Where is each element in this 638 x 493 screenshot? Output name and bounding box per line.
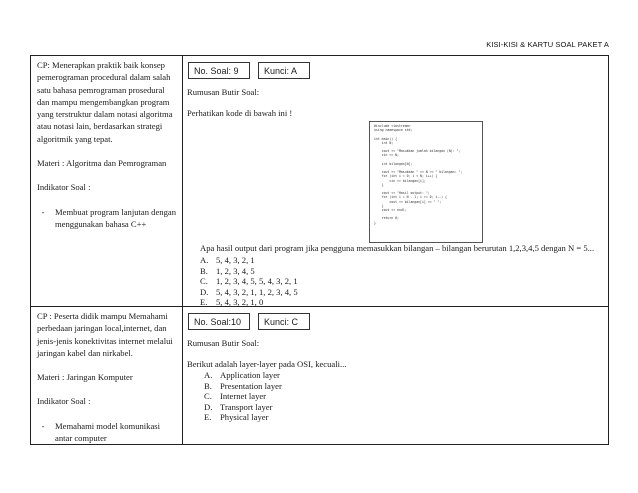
cp-text: CP : Peserta didik mampu Memahami perbedaan jaringan local,internet, dan jenis-jenis konektivitas internet melalui jaringan kabel dan nirkabel. [37, 311, 173, 358]
code-snippet-image: #include <iostream> using namespace std; int main() { int N; cout << "Masukkan jumlah bilangan (N): "; cin >> N; int bilangan[N]; cout << "Masukkan " << N << " bilangan: "; for (int i = 0; i < N; i++) { cin >> bilangan[i]; } cout << "Hasil output: "; for (int i = N - 1; i >= 0; i--) { cout << bilangan[i] << " "; } cout << endl; return 0; } [369, 121, 483, 243]
indikator-item: - Memahami model komunikasi antar computer [37, 420, 178, 445]
rumusan-label: Rumusan Butir Soal: [187, 338, 260, 348]
answer-options [187, 370, 607, 423]
option-item: B. 1, 2, 3, 4, 5 [200, 265, 255, 276]
option-item: A. Application layer [204, 370, 280, 380]
no-soal-box: No. Soal:10 [188, 313, 250, 330]
question-row-9 [31, 56, 609, 307]
answer-options [200, 255, 618, 308]
rumusan-label: Rumusan Butir Soal: [187, 87, 260, 97]
kisi-kisi-cell-10 [31, 307, 183, 445]
soal-cell-9 [183, 56, 609, 307]
kisi-kisi-cell-9 [31, 56, 183, 307]
question-intro: Perhatikan kode di bawah ini ! [187, 108, 293, 118]
cp-text: CP: Menerapkan praktik baik konsep pemerograman procedural dalam salah satu bahasa pemrograman prosedural dan mampu mengembangkan program yang terstruktur dalam notasi algoritma atau notasi lain, berdasarkan strategi algoritmik yang tepat. [37, 60, 173, 144]
materi-text: Materi : Jaringan Komputer [37, 372, 133, 383]
indikator-text: Membuat program lanjutan dengan menggunakan bahasa C++ [55, 206, 176, 229]
question-block [200, 243, 618, 308]
option-item: A. 5, 4, 3, 2, 1 [200, 255, 255, 265]
no-soal-box: No. Soal: 9 [188, 62, 250, 79]
soal-cell-10 [183, 307, 609, 445]
option-item: C. 1, 2, 3, 4, 5, 5, 4, 3, 2, 1 [200, 276, 298, 287]
indikator-text: Memahami model komunikasi antar computer [55, 420, 161, 444]
kunci-box: Kunci: C [258, 313, 310, 330]
question-card-table [30, 55, 609, 445]
indikator-item: - Membuat program lanjutan dengan menggunakan bahasa C++ [41, 206, 176, 229]
option-item: D. Transport layer [204, 401, 273, 412]
question-text: Apa hasil output dari program jika pengguna memasukkan bilangan – bilangan berurutan 1,2,3,4,5 dengan N = 5... [200, 243, 595, 253]
question-row-10 [31, 307, 609, 445]
indikator-label: Indikator Soal : [37, 396, 91, 407]
option-item: C. Internet layer [204, 391, 267, 402]
option-item: B. Presentation layer [204, 380, 282, 391]
indikator-label: Indikator Soal : [37, 182, 91, 193]
question-block [187, 358, 607, 423]
kunci-box: Kunci: A [258, 62, 310, 79]
option-item: D. 5, 4, 3, 2, 1, 1, 2, 3, 4, 5 [200, 286, 298, 297]
materi-text: Materi : Algoritma dan Pemrograman [37, 158, 167, 169]
option-item: E. 5, 4, 3, 2, 1, 0 [200, 297, 264, 308]
question-text: Berikut adalah layer-layer pada OSI, kecuali... [187, 359, 347, 369]
option-item: E. Physical layer [204, 412, 269, 423]
document-header: KISI-KISI & KARTU SOAL PAKET A [486, 40, 609, 49]
